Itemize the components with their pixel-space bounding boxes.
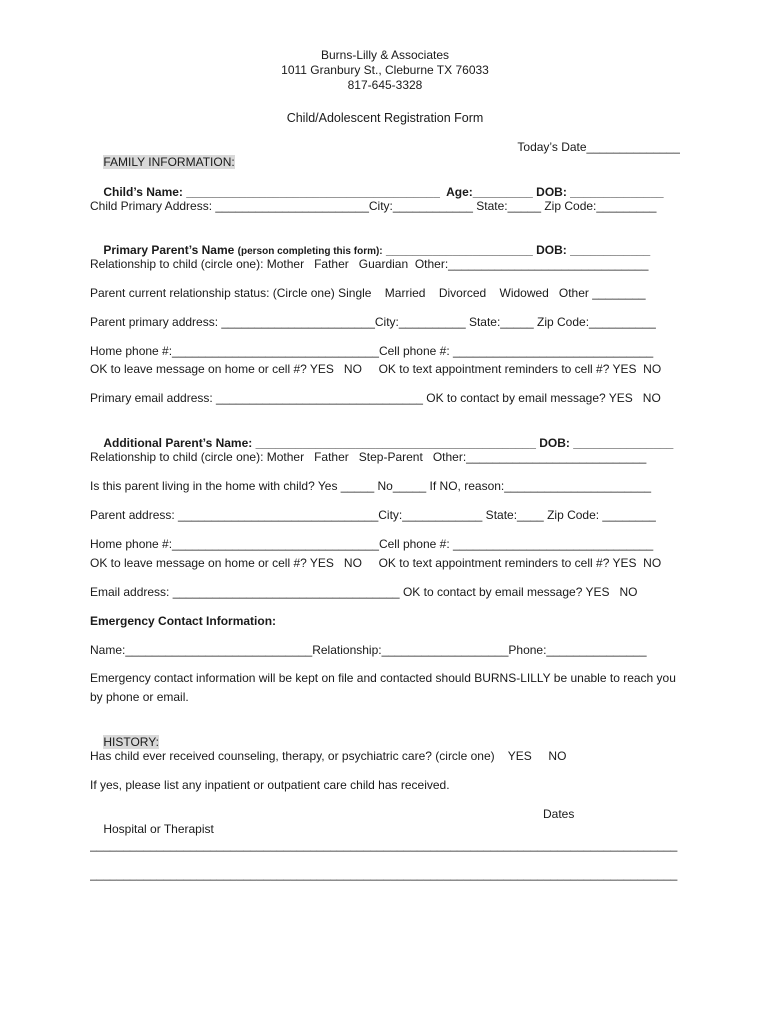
history-heading: HISTORY: bbox=[103, 735, 159, 749]
emergency-heading: Emergency Contact Information: bbox=[90, 614, 277, 628]
additional-parent-fields[interactable]: : __________________________________________ DOB: _______________ bbox=[248, 436, 674, 450]
family-info-heading: FAMILY INFORMATION: bbox=[103, 155, 235, 169]
relationship-row-2[interactable]: Relationship to child (circle one): Mother Father Step-Parent Other:___________________________ bbox=[90, 450, 647, 464]
emergency-note: Emergency contact information will be kept on file and contacted should BURNS-LILLY be unable to reach you by phone or email. bbox=[90, 671, 676, 704]
child-address-row[interactable]: Child Primary Address: _______________________City:____________ State:_____ Zip Code:_________ bbox=[90, 199, 657, 213]
relationship-row-1[interactable]: Relationship to child (circle one): Mother Father Guardian Other:______________________________ bbox=[90, 257, 649, 271]
primary-parent-note: (person completing this form): bbox=[237, 246, 383, 257]
child-name-label: Child’s Name: bbox=[103, 185, 183, 199]
relationship-status-row[interactable]: Parent current relationship status: (Circle one) Single Married Divorced Widowed Other ________ bbox=[90, 286, 646, 300]
parent-address-row-2[interactable]: Parent address: ______________________________City:____________ State:____ Zip Code: ________ bbox=[90, 508, 656, 522]
ok-message-row-1[interactable]: OK to leave message on home or cell #? YES NO OK to text appointment reminders to cell #? YES NO bbox=[90, 362, 662, 376]
todays-date-field[interactable]: Today’s Date______________ bbox=[517, 140, 680, 154]
parent-address-row[interactable]: Parent primary address: _______________________City:__________ State:_____ Zip Code:__________ bbox=[90, 315, 656, 329]
history-blank-line-2[interactable]: ________________________________________________________________________________________ bbox=[90, 867, 678, 881]
ok-message-row-2[interactable]: OK to leave message on home or cell #? YES NO OK to text appointment reminders to cell #? YES NO bbox=[90, 556, 662, 570]
company-address: 1011 Granbury St., Cleburne TX 76033 bbox=[281, 63, 489, 77]
emergency-fields-row[interactable]: Name:____________________________Relationship:___________________Phone:_______________ bbox=[90, 643, 647, 657]
primary-parent-fields[interactable]: ______________________ DOB: ____________ bbox=[382, 243, 651, 257]
email-row-2[interactable]: Email address: __________________________________ OK to contact by email message? YES NO bbox=[90, 585, 638, 599]
home-phone-row-1[interactable]: Home phone #:_______________________________Cell phone #: ______________________________ bbox=[90, 344, 654, 358]
living-home-row[interactable]: Is this parent living in the home with child? Yes _____ No_____ If NO, reason:______________________ bbox=[90, 479, 652, 493]
child-name-fields[interactable]: ______________________________________ Age:_________ DOB: ______________ bbox=[182, 185, 664, 199]
history-columns bbox=[90, 807, 680, 867]
primary-email-row[interactable]: Primary email address: _______________________________ OK to contact by email message? YES NO bbox=[90, 391, 661, 405]
company-phone: 817-645-3328 bbox=[347, 78, 423, 92]
history-question[interactable]: Has child ever received counseling, therapy, or psychiatric care? (circle one) YES NO bbox=[90, 749, 567, 763]
additional-parent-label: Additional Parent’s Name bbox=[103, 436, 249, 450]
primary-parent-label: Primary Parent’s Name bbox=[103, 243, 238, 257]
history-instruction: If yes, please list any inpatient or outpatient care child has received. bbox=[90, 778, 450, 792]
form-title: Child/Adolescent Registration Form bbox=[286, 111, 484, 125]
dates-column-label: Dates bbox=[543, 807, 575, 821]
hospital-column-label: Hospital or Therapist bbox=[103, 822, 214, 836]
home-phone-row-2[interactable]: Home phone #:_______________________________Cell phone #: ______________________________ bbox=[90, 537, 654, 551]
company-name: Burns-Lilly & Associates bbox=[320, 48, 450, 62]
history-blank-line-1[interactable]: ________________________________________________________________________________________ bbox=[90, 838, 678, 852]
